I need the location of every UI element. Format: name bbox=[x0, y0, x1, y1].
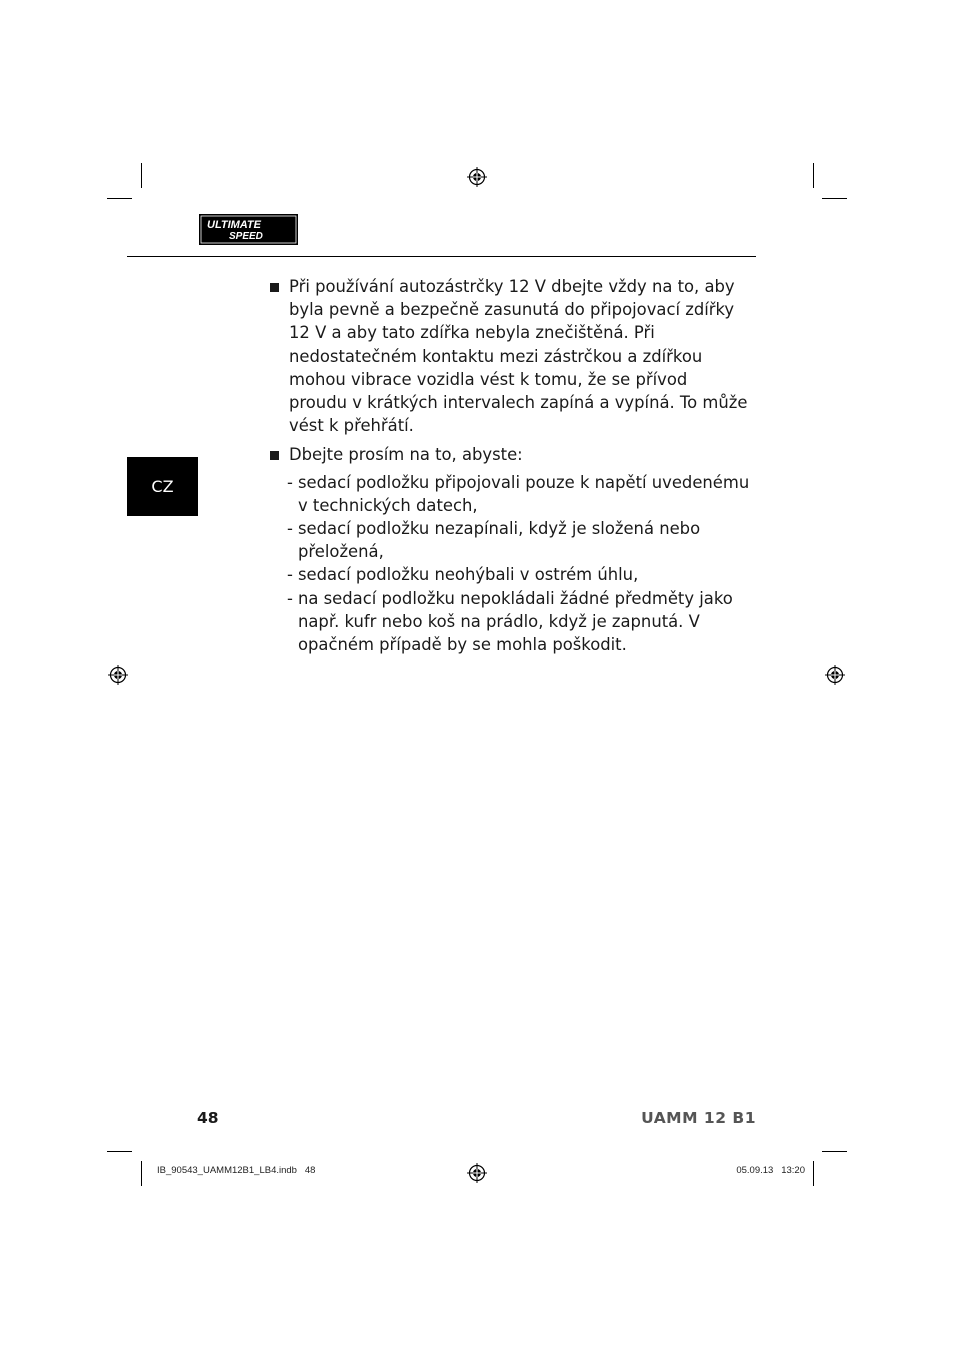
bullet-item bbox=[270, 443, 750, 466]
crop-mark-top-left-v bbox=[141, 163, 142, 188]
square-bullet-icon bbox=[270, 283, 279, 292]
crop-mark-bottom-left-h bbox=[107, 1151, 132, 1152]
registration-mark-icon bbox=[467, 167, 487, 187]
sub-item-text: sedací podložku nezapínali, když je složená nebo přeložená, bbox=[298, 519, 701, 562]
brand-logo bbox=[199, 214, 298, 245]
logo-line1: ULTIMATE bbox=[207, 219, 261, 231]
header-rule bbox=[127, 256, 756, 257]
dash-marker: - bbox=[287, 519, 293, 539]
dash-marker: - bbox=[287, 472, 293, 492]
crop-mark-bottom-right-h bbox=[822, 1151, 847, 1152]
bullet-text: Dbejte prosím na to, abyste: bbox=[289, 445, 523, 465]
sub-item bbox=[270, 563, 750, 586]
logo-line2: SPEED bbox=[229, 231, 263, 242]
sub-item-text: sedací podložku připojovali pouze k napětí uvedenému v technických datech, bbox=[298, 472, 750, 515]
crop-mark-top-left-h bbox=[107, 198, 132, 199]
crop-mark-top-right-v bbox=[813, 163, 814, 188]
crop-mark-bottom-left-v bbox=[141, 1161, 142, 1186]
main-content bbox=[270, 275, 750, 656]
dash-marker: - bbox=[287, 565, 293, 585]
crop-mark-top-right-h bbox=[822, 198, 847, 199]
registration-mark-icon bbox=[825, 665, 845, 685]
language-tab bbox=[127, 457, 198, 516]
slug-date: 05.09.13 13:20 bbox=[736, 1165, 805, 1176]
registration-mark-icon bbox=[108, 665, 128, 685]
sub-item bbox=[270, 471, 750, 517]
sub-item bbox=[270, 517, 750, 563]
model-number: UAMM 12 B1 bbox=[641, 1109, 756, 1127]
page-number: 48 bbox=[197, 1109, 219, 1127]
slug-file: IB_90543_UAMM12B1_LB4.indb 48 bbox=[157, 1165, 316, 1176]
sub-item-text: na sedací podložku nepokládali žádné předměty jako např. kufr nebo koš na prádlo, když je zapnutá. V opačném případě by se mohla poškodit. bbox=[298, 588, 733, 655]
crop-mark-bottom-right-v bbox=[813, 1161, 814, 1186]
bullet-item bbox=[270, 275, 750, 437]
dash-marker: - bbox=[287, 588, 293, 608]
registration-mark-icon bbox=[467, 1163, 487, 1183]
language-tab-label: CZ bbox=[151, 477, 174, 496]
sub-item-text: sedací podložku neohýbali v ostrém úhlu, bbox=[298, 565, 639, 585]
sub-item bbox=[270, 587, 750, 657]
square-bullet-icon bbox=[270, 451, 279, 460]
bullet-text: Při používání autozástrčky 12 V dbejte vždy na to, aby byla pevně a bezpečně zasunutá do připojovací zdířky 12 V a aby tato zdířka nebyla znečištěná. Při nedostatečném kontaktu mezi zástrčkou a zdířkou mohou vibrace vozidla vést k tomu, že se přívod proudu v krátkých intervalech zapíná a vypíná. To může vést k přehřátí. bbox=[289, 277, 748, 436]
